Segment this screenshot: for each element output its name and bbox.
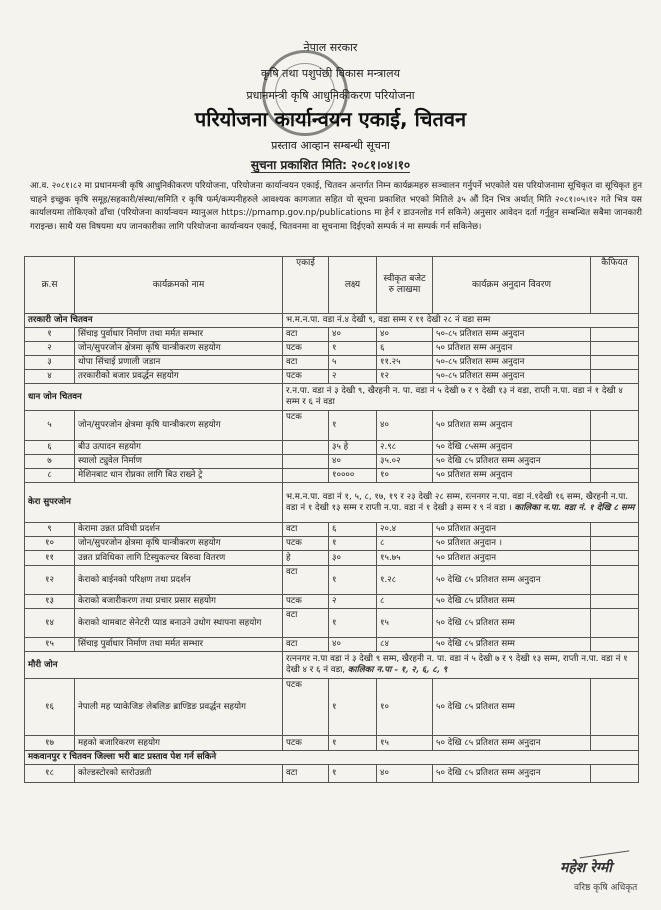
row-budget: ४० — [377, 328, 433, 342]
table-row — [25, 469, 639, 483]
section-row — [25, 384, 639, 411]
row-unit: वटा — [283, 356, 329, 370]
row-unit — [283, 455, 329, 469]
row-unit: वटा — [283, 638, 329, 652]
row-program-name: जोन/सुपरजोन क्षेत्रमा कृषि यान्त्रीकरण सहयोग — [75, 537, 283, 551]
row-budget: ८४ — [377, 638, 433, 652]
row-grant: ५० देखि ८५ प्रतिशत सम्म अनुदान — [433, 566, 591, 595]
row-program-name: मेशिनबाट धान रोप्नका लागि बिउ राख्ने ट्रे — [75, 469, 283, 483]
row-budget: २.९८ — [377, 441, 433, 455]
row-sn: १ — [25, 328, 75, 342]
section-name: मकवानपुर र चितवन जिल्ला भरी बाट प्रस्ताव पेश गर्न सकिने — [25, 751, 639, 765]
document-title: परियोजना कार्यान्वयन एकाई, चितवन — [194, 107, 467, 131]
row-grant: ५० देखि ८५ प्रतिशत सम्म — [433, 595, 591, 609]
row-program-name: थोपा सिंचाई प्रणाली जडान — [75, 356, 283, 370]
table-row — [25, 595, 639, 609]
row-budget: १२ — [377, 370, 433, 384]
row-program-name: जोन/सुपरजोन क्षेत्रमा कृषि यान्त्रीकरण सहयोग — [75, 411, 283, 441]
row-sn: ६ — [25, 441, 75, 455]
row-target: १०००० — [329, 469, 377, 483]
row-budget: ६ — [377, 342, 433, 356]
row-program-name: केराको थामबाट सेनेटरी प्याड बनाउने उधोग स्थापना सहयोग — [75, 609, 283, 638]
header-line-project: प्रधानमन्त्री कृषि आधुनिकीकरण परियोजना — [246, 89, 415, 102]
row-target: १ — [329, 736, 377, 751]
row-remarks — [591, 356, 639, 370]
row-grant: ५० देखि ८५ प्रतिशत सम्म — [433, 679, 591, 736]
table-row — [25, 356, 639, 370]
row-sn: १८ — [25, 765, 75, 783]
section-area — [283, 652, 639, 679]
notice-date — [0, 156, 661, 173]
row-sn: १३ — [25, 595, 75, 609]
row-sn: ३ — [25, 356, 75, 370]
row-budget: ८ — [377, 595, 433, 609]
header-unit: एकाई — [283, 257, 329, 314]
row-remarks — [591, 609, 639, 638]
row-sn: १४ — [25, 609, 75, 638]
program-table — [24, 256, 639, 783]
row-remarks — [591, 411, 639, 441]
table-row — [25, 765, 639, 783]
row-target: ५ — [329, 356, 377, 370]
table-row — [25, 736, 639, 751]
section-row — [25, 483, 639, 523]
row-unit: पटक — [283, 537, 329, 551]
row-remarks — [591, 595, 639, 609]
table-row — [25, 342, 639, 356]
row-program-name: केराको बाईनको परिक्षण तथा प्रदर्शन — [75, 566, 283, 595]
row-unit: वटा — [283, 609, 329, 638]
row-sn: ११ — [25, 551, 75, 566]
row-sn: १६ — [25, 679, 75, 736]
section-row — [25, 314, 639, 328]
row-target: ३५ हे — [329, 441, 377, 455]
section-area-text: भ.म.न.पा. वडा नं.४ देखी ९, वडा सम्म र ११ देखी २८ नं वडा सम्म — [286, 315, 491, 325]
row-remarks — [591, 370, 639, 384]
row-grant: ५० देखि ८५ प्रतिशत सम्म अनुदान — [433, 455, 591, 469]
row-unit: पटक — [283, 595, 329, 609]
row-budget: ४० — [377, 765, 433, 783]
row-budget: १५ — [377, 736, 433, 751]
table-row — [25, 411, 639, 441]
row-program-name: नेपाली मह प्याकेजिङ लेबलिङ ब्राण्डिङ प्रवर्द्धन सहयोग — [75, 679, 283, 736]
row-remarks — [591, 638, 639, 652]
row-program-name: तरकारीको बजार प्रवर्द्धन सहयोग — [75, 370, 283, 384]
header-budget: स्वीकृत बजेट रु लाखमा — [377, 257, 433, 314]
row-unit: पटक — [283, 342, 329, 356]
row-sn: ४ — [25, 370, 75, 384]
row-grant: ५० प्रतिशत अनुदान — [433, 551, 591, 566]
section-name: मौरी जोन — [25, 652, 283, 679]
row-sn: ७ — [25, 455, 75, 469]
row-target: १ — [329, 537, 377, 551]
row-program-name: महको बजारिकरण सहयोग — [75, 736, 283, 751]
row-grant: ५० देखि ८५ प्रतिशत सम्म — [433, 638, 591, 652]
row-program-name: केराको बजारीकरण तथा प्रचार प्रसार सहयोग — [75, 595, 283, 609]
table-header-row — [25, 257, 639, 314]
header-sn: क्र.स — [25, 257, 75, 314]
row-grant: ५०-८५ प्रतिशत सम्म अनुदान — [433, 328, 591, 342]
section-area — [283, 483, 639, 523]
row-target: २ — [329, 595, 377, 609]
row-program-name: स्यालो ट्युवेल निर्माण — [75, 455, 283, 469]
row-budget: १० — [377, 469, 433, 483]
section-name: धान जोन चितवन — [25, 384, 283, 411]
section-name: तरकारी जोन चितवन — [25, 314, 283, 328]
row-sn: ८ — [25, 469, 75, 483]
row-program-name: जोन/सुपरजोन क्षेत्रमा कृषि यान्त्रीकरण सहयोग — [75, 342, 283, 356]
row-budget: ३५.०२ — [377, 455, 433, 469]
row-sn: २ — [25, 342, 75, 356]
row-grant: ५० देखि ८५सम्म अनुदान — [433, 441, 591, 455]
table-body — [25, 314, 639, 783]
row-target: १ — [329, 411, 377, 441]
section-area-text: र.न.पा. वडा नं ३ देखी ९, खैरहनी न. पा. वडा नं ५ देखी ७ र ९ देखी १३ नं वडा, राप्ती न.पा. वडा नं १ देखी ४ सम्म र ६ नं वडा — [286, 386, 623, 407]
row-target: ३० — [329, 551, 377, 566]
row-remarks — [591, 566, 639, 595]
row-program-name: उन्नत प्रविधिका लागि टिस्युकल्चर बिरुवा वितरण — [75, 551, 283, 566]
row-remarks — [591, 679, 639, 736]
row-program-name: केरामा उन्नत प्रविधी प्रदर्शन — [75, 523, 283, 537]
section-area-handwritten: कालिका न.पा. वडा नं. १ देखि ८ सम्म — [514, 502, 635, 513]
row-target: १ — [329, 609, 377, 638]
row-program-name: सिंचाइ पुर्वाधार निर्माण तथा मर्मत सम्भार — [75, 328, 283, 342]
row-sn: ९ — [25, 523, 75, 537]
row-target: ४० — [329, 455, 377, 469]
header-line-ministry: कृषि तथा पशुपंछी विकास मन्त्रालय — [261, 67, 400, 80]
section-area — [283, 384, 639, 411]
row-grant: ५० प्रतिशत अनुदान — [433, 523, 591, 537]
row-remarks — [591, 736, 639, 751]
row-unit: वटा — [283, 765, 329, 783]
header-remarks: कैफियत — [591, 257, 639, 314]
signature-scribble — [577, 829, 630, 859]
section-area-text: रत्ननगर न.पा वडा नं ३ देखी ९ सम्म, खैरहनी न. पा. वडा नं ५ देखी ७ र ९ देखी १३ सम्म, राप्ती न.पा. वडा नं १ देखी ४ र ६ नं वडा, — [286, 654, 628, 675]
row-unit — [283, 441, 329, 455]
row-remarks — [591, 441, 639, 455]
row-remarks — [591, 551, 639, 566]
section-area-handwritten: कालिका न.पा - १, २, ६, ८, ९ — [347, 665, 448, 675]
row-grant: ५० प्रतिशत सम्म अनुदान — [433, 342, 591, 356]
row-grant: ५० प्रतिशत अनुदान । — [433, 537, 591, 551]
row-sn: १२ — [25, 566, 75, 595]
row-budget: १५.७५ — [377, 551, 433, 566]
notice-date-text: सुचना प्रकाशित मिति: २०८१।०४।१० — [250, 158, 411, 172]
header-grant: कार्यक्रम अनुदान विवरण — [433, 257, 591, 314]
document-subtitle: प्रस्ताव आव्हान सम्बन्धी सूचना — [271, 139, 390, 152]
table-row — [25, 370, 639, 384]
section-area — [283, 314, 639, 328]
table-row — [25, 609, 639, 638]
row-unit: पटक — [283, 411, 329, 441]
row-target: २ — [329, 370, 377, 384]
row-sn: १० — [25, 537, 75, 551]
signature-name: महेश रेग्मी — [560, 860, 612, 876]
table-row — [25, 679, 639, 736]
table-row — [25, 441, 639, 455]
row-remarks — [591, 537, 639, 551]
section-row — [25, 652, 639, 679]
row-remarks — [591, 455, 639, 469]
row-remarks — [591, 328, 639, 342]
table-row — [25, 566, 639, 595]
row-budget: ८ — [377, 537, 433, 551]
row-remarks — [591, 342, 639, 356]
row-target: ४० — [329, 328, 377, 342]
row-program-name: कोल्डस्टोरको स्तरोउन्नती — [75, 765, 283, 783]
row-remarks — [591, 469, 639, 483]
table-row — [25, 551, 639, 566]
table-row — [25, 328, 639, 342]
row-grant: ५० देखि ८५ प्रतिशत सम्म — [433, 609, 591, 638]
row-remarks — [591, 765, 639, 783]
row-program-name: सिंचाइ पुर्वाधार निर्माण तथा मर्मत सम्भार — [75, 638, 283, 652]
table-row — [25, 638, 639, 652]
row-unit: वटा — [283, 328, 329, 342]
row-sn: १५ — [25, 638, 75, 652]
table-row — [25, 455, 639, 469]
table-row — [25, 523, 639, 537]
row-unit: पटक — [283, 679, 329, 736]
row-unit: वटा — [283, 523, 329, 537]
section-area-text: भ.म.न.पा. वडा नं १, ५, ८, १७, १९ र २३ देखी २८ सम्म, रत्ननगर न.पा. वडा नं.१देखी १६ सम्म, खैरहनी न.पा. वडा नं १ देखी १३ सम्म र राप्ती न.पा. वडा नं १ देखी ३ सम्म र ९ नं वडा । — [286, 491, 629, 513]
row-target: १ — [329, 765, 377, 783]
row-grant: ५०-८५ प्रतिशत सम्म अनुदान — [433, 356, 591, 370]
row-sn: १७ — [25, 736, 75, 751]
row-grant: ५०-८५ प्रतिशत सम्म अनुदान — [433, 370, 591, 384]
row-grant: ५० देखि ८५ प्रतिशत सम्म अनुदान — [433, 736, 591, 751]
row-target: ४० — [329, 638, 377, 652]
row-budget: १५ — [377, 609, 433, 638]
row-target: १ — [329, 679, 377, 736]
header-line-government: नेपाल सरकार — [303, 41, 358, 54]
row-remarks — [591, 523, 639, 537]
row-budget: २०.४ — [377, 523, 433, 537]
row-unit: वटा — [283, 566, 329, 595]
row-unit: पटक — [283, 736, 329, 751]
table-row — [25, 537, 639, 551]
row-sn: ५ — [25, 411, 75, 441]
row-target: १ — [329, 342, 377, 356]
header-target: लक्ष्य — [329, 257, 377, 314]
row-target: १ — [329, 566, 377, 595]
row-budget: १० — [377, 679, 433, 736]
row-target: ६ — [329, 523, 377, 537]
row-program-name: बीउ उत्पादन सहयोग — [75, 441, 283, 455]
notice-paragraph: आ.व. २०८१।८२ मा प्रधानमन्त्री कृषि आधुनिकीकरण परियोजना, परियोजना कार्यान्वयन एकाई, चितवन अन्तर्गत निम्न कार्यक्रमहरु सञ्चालन गर्नुपर्ने भएकोले यस परियोजनामा सूचिकृत वा सूचिकृत हुन चाहने इच्छुक कृषि समूह/सहकारी/संस्था/समिति र कृषि फर्म/कम्पनीहरुले आवश्यक कागजात सहित यो सूचना प्रकाशित भएको मितिले ३५ औं दिन भित्र अर्थात् मिति २०८१।०५।१२ गते भित्र यस कार्यालयमा तोकिएको ढाँचा (परियोजना कार्यान्वयन म्यानुअल https://pmamp.gov.np/publications मा हेर्न र डाउनलोड गर्न सकिने) अनुसार आवेदन दर्ता गर्नुहुन सम्बन्धित सबैमा जानकारी गराइन्छ। साथै यस विषयमा थप जानकारीका लागि परियोजना कार्यान्वयन एकाई, चितवनमा वा सूचनामा दिईएको सम्पर्क नं मा सम्पर्क गर्न सकिनेछ। — [30, 181, 642, 233]
row-unit: हे — [283, 551, 329, 566]
row-unit: पटक — [283, 370, 329, 384]
row-budget: १.२८ — [377, 566, 433, 595]
row-unit — [283, 469, 329, 483]
section-row — [25, 751, 639, 765]
header-name: कार्यक्रमको नाम — [75, 257, 283, 314]
row-grant: ५० प्रतिशत सम्म अनुदान — [433, 469, 591, 483]
row-grant: ५० प्रतिशत सम्म अनुदान — [433, 411, 591, 441]
row-budget: ११.२५ — [377, 356, 433, 370]
signature-designation: वरिष्ठ कृषि अधिकृत — [574, 883, 638, 893]
section-name: केरा सुपरजोन — [25, 483, 283, 523]
row-budget: ४० — [377, 411, 433, 441]
row-grant: ५० देखि ८५ प्रतिशत सम्म अनुदान — [433, 765, 591, 783]
